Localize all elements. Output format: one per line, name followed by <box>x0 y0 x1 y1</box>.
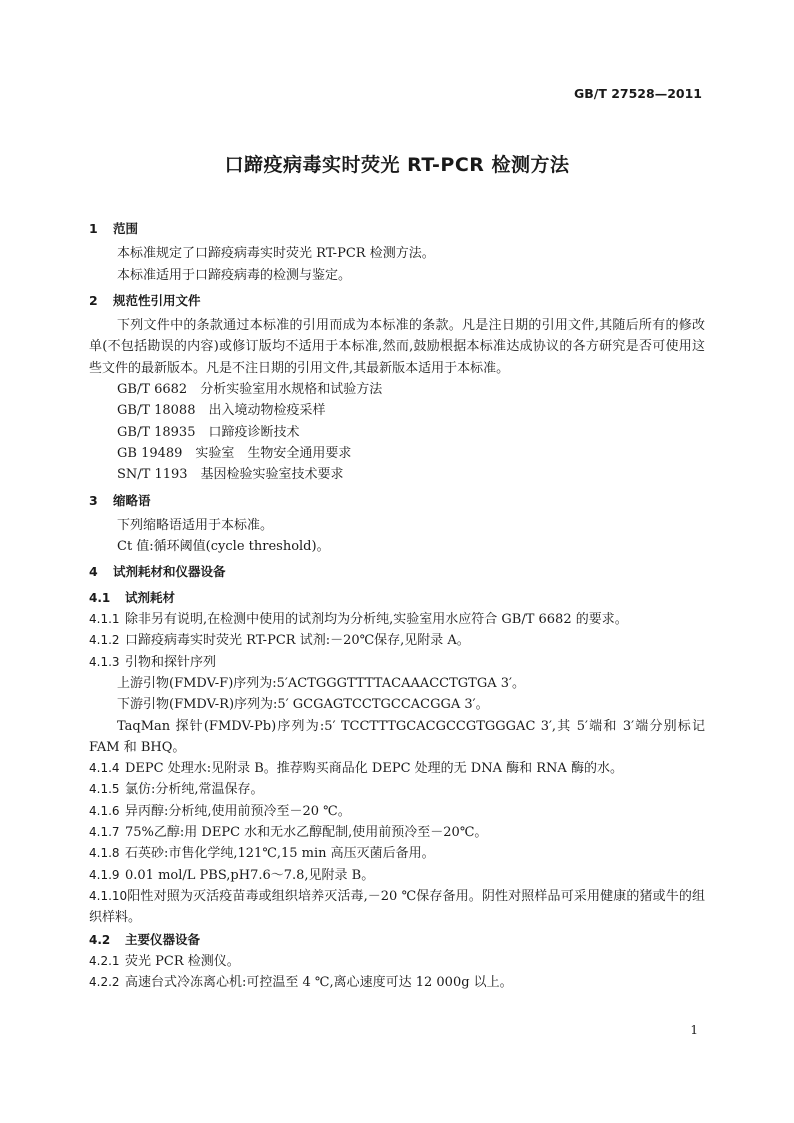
document-body <box>89 214 705 993</box>
clause-number: 4.1.10 <box>89 888 128 903</box>
paragraph: Ct 值:循环阈值(cycle threshold)。 <box>117 539 330 555</box>
subsection-title: 试剂耗材 <box>125 589 176 605</box>
paragraph: 本标准适用于口蹄疫病毒的检测与鉴定。 <box>117 267 352 283</box>
paragraph: 本标准规定了口蹄疫病毒实时荧光 RT-PCR 检测方法。 <box>117 246 435 262</box>
clause-4-1-5 <box>89 779 705 800</box>
clause-text: 75%乙醇:用 DEPC 水和无水乙醇配制,使用前预冷至－20℃。 <box>125 825 488 841</box>
clause-text: 口蹄疫病毒实时荧光 RT-PCR 试剂:－20℃保存,见附录 A。 <box>125 633 470 649</box>
section-number: 3 <box>89 492 98 508</box>
section-title: 缩略语 <box>113 492 151 508</box>
section-title: 试剂耗材和仪器设备 <box>113 564 226 580</box>
clause-number: 4.1.6 <box>89 803 120 818</box>
clause-text: 0.01 mol/L PBS,pH7.6～7.8,见附录 B。 <box>125 867 375 883</box>
page-number: 1 <box>690 1023 698 1037</box>
clause-4-1-4 <box>89 758 705 779</box>
clause-4-1-9 <box>89 865 705 886</box>
clause-text: 高速台式冷冻离心机:可控温至 4 ℃,离心速度可达 12 000g 以上。 <box>125 975 513 991</box>
clause-4-1-6 <box>89 801 705 822</box>
reference-item: GB/T 18935 口蹄疫诊断技术 <box>117 424 300 440</box>
subsection-number: 4.1 <box>89 590 111 605</box>
clause-4-1-2 <box>89 630 705 651</box>
clause-number: 4.1.7 <box>89 825 120 840</box>
subsection-number: 4.2 <box>89 932 111 947</box>
clause-number: 4.1.1 <box>89 612 120 627</box>
reference-item: SN/T 1193 基因检验实验室技术要求 <box>117 467 344 483</box>
clause-4-1-8 <box>89 843 705 864</box>
subsection-4-2-heading <box>89 929 705 951</box>
section-title: 规范性引用文件 <box>113 292 201 308</box>
clause-4-1-3 <box>89 652 705 673</box>
clause-4-1-1 <box>89 609 705 630</box>
clause-number: 4.2.1 <box>89 953 120 968</box>
clause-text: 异丙醇:分析纯,使用前预冷至－20 ℃。 <box>125 803 351 819</box>
section-2-heading <box>89 290 705 311</box>
clause-4-2-1 <box>89 951 705 972</box>
section-3-heading <box>89 490 705 511</box>
clause-number: 4.1.3 <box>89 654 120 669</box>
clause-number: 4.2.2 <box>89 975 120 990</box>
section-number: 4 <box>89 564 98 580</box>
document-title: 口蹄疫病毒实时荧光 RT-PCR 检测方法 <box>224 154 570 176</box>
section-title: 范围 <box>113 221 139 236</box>
clause-text: 除非另有说明,在检测中使用的试剂均为分析纯,实验室用水应符合 GB/T 6682 的要求。 <box>125 612 628 628</box>
section-4-heading <box>89 561 705 582</box>
clause-text: 石英砂:市售化学纯,121℃,15 min 高压灭菌后备用。 <box>125 846 435 862</box>
primer-forward: 上游引物(FMDV-F)序列为:5′ACTGGGTTTTACAAACCTGTGA 3′。 <box>117 675 525 691</box>
subsection-title: 主要仪器设备 <box>125 931 201 947</box>
paragraph: 下列缩略语适用于本标准。 <box>117 517 274 533</box>
clause-4-1-7 <box>89 822 705 843</box>
clause-text: 荧光 PCR 检测仪。 <box>125 953 240 969</box>
clause-text: DEPC 处理水:见附录 B。推荐购买商品化 DEPC 处理的无 DNA 酶和 RNA 酶的水。 <box>125 761 623 777</box>
clause-number: 4.1.9 <box>89 867 120 882</box>
reference-item: GB/T 6682 分析实验室用水规格和试验方法 <box>117 382 383 398</box>
subsection-4-1-heading <box>89 587 705 609</box>
clause-4-1-10 <box>89 886 705 929</box>
clause-text: 氯仿:分析纯,常温保存。 <box>125 782 264 798</box>
paragraph: 下列文件中的条款通过本标准的引用而成为本标准的条款。凡是注日期的引用文件,其随后所有的修改单(不包括勘误的内容)或修订版均不适用于本标准,然而,鼓励根据本标准达成协议的各方研究是否可使用这些文件的最新版本。凡是不注日期的引用文件,其最新版本适用于本标准。 <box>89 318 705 376</box>
standard-code: GB/T 27528—2011 <box>573 86 702 101</box>
primer-reverse: 下游引物(FMDV-R)序列为:5′ GCGAGTCCTGCCACGGA 3′。 <box>117 697 489 713</box>
section-number: 1 <box>89 221 98 236</box>
clause-number: 4.1.8 <box>89 846 120 861</box>
clause-number: 4.1.4 <box>89 761 120 776</box>
probe-sequence: TaqMan 探针(FMDV-Pb)序列为:5′ TCCTTTGCACGCCGTGGGAC 3′,其 5′端和 3′端分别标记 FAM 和 BHQ。 <box>89 718 705 755</box>
reference-item: GB/T 18088 出入境动物检疫采样 <box>117 403 326 419</box>
section-number: 2 <box>89 292 98 308</box>
reference-item: GB 19489 实验室 生物安全通用要求 <box>117 445 352 461</box>
clause-4-2-2 <box>89 972 705 993</box>
clause-number: 4.1.5 <box>89 782 120 797</box>
clause-text: 引物和探针序列 <box>125 654 217 670</box>
clause-number: 4.1.2 <box>89 633 120 648</box>
clause-text: 阳性对照为灭活疫苗毒或组织培养灭活毒,－20 ℃保存备用。阴性对照样品可采用健康的猪或牛的组织样料。 <box>89 888 705 926</box>
section-1-heading <box>89 218 705 239</box>
